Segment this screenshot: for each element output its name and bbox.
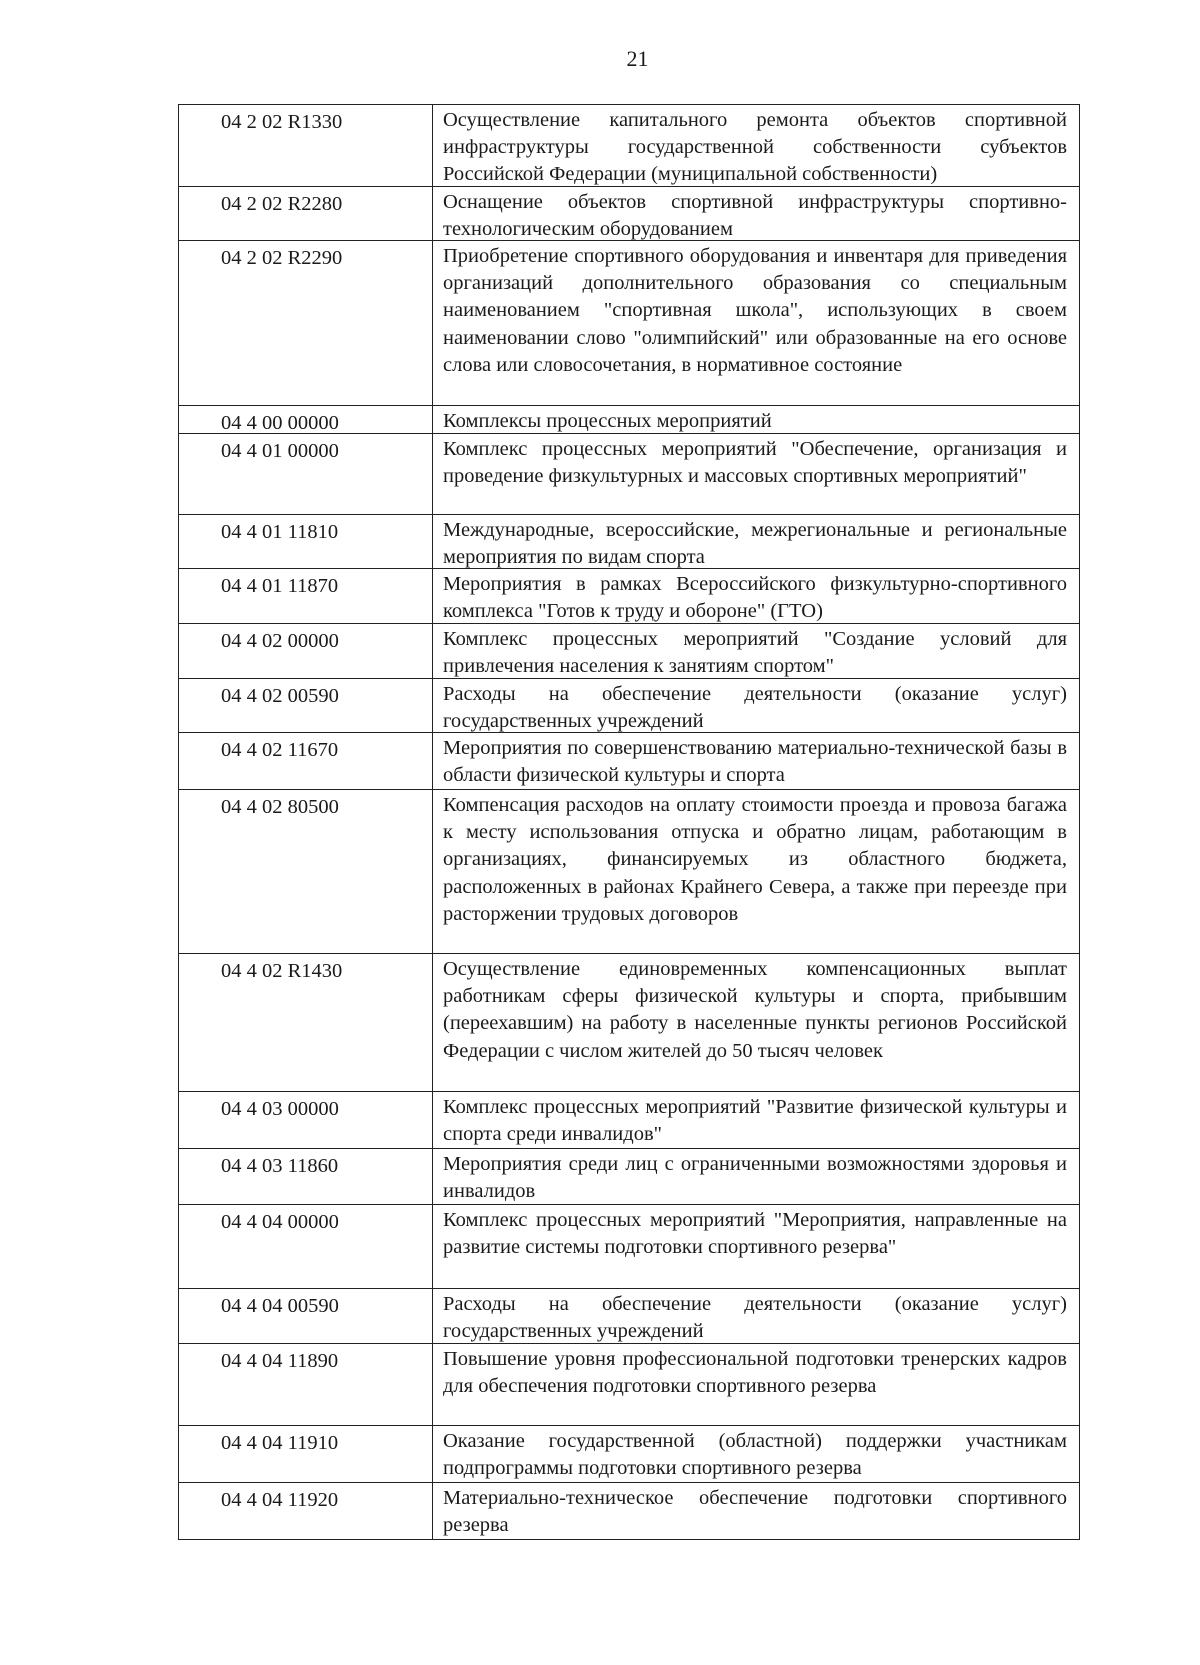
table-row [179, 790, 1079, 954]
table-row [179, 241, 1079, 406]
row-code: 04 4 01 11810 [179, 515, 433, 568]
table-row [179, 733, 1079, 790]
table-row [179, 954, 1079, 1092]
table-row [179, 1344, 1079, 1426]
row-description: Комплекс процессных мероприятий "Мероприятия, направленные на развитие системы подготовки спортивного резерва" [443, 1209, 1067, 1259]
row-code: 04 4 03 00000 [179, 1092, 433, 1148]
row-code: 04 4 00 00000 [179, 406, 433, 433]
row-code: 04 4 02 80500 [179, 790, 433, 953]
row-code: 04 4 04 00590 [179, 1289, 433, 1343]
table-row [179, 624, 1079, 679]
row-code: 04 4 04 00000 [179, 1205, 433, 1288]
row-description: Международные, всероссийские, межрегиональные и региональные мероприятия по видам спорта [443, 519, 1067, 569]
table-row [179, 406, 1079, 434]
table-row [179, 434, 1079, 515]
table-row [179, 1426, 1079, 1483]
row-description: Оказание государственной (областной) поддержки участникам подпрограммы подготовки спортивного резерва [443, 1430, 1067, 1480]
table-row [179, 1483, 1079, 1540]
row-description: Повышение уровня профессиональной подготовки тренерских кадров для обеспечения подготовки спортивного резерва [443, 1348, 1067, 1398]
row-code: 04 4 01 00000 [179, 434, 433, 514]
row-description: Оснащение объектов спортивной инфраструктуры спортивно-технологическим оборудованием [443, 191, 1067, 241]
row-code: 04 4 04 11920 [179, 1483, 433, 1539]
row-description: Комплекс процессных мероприятий "Создание условий для привлечения населения к занятиям спортом" [443, 628, 1067, 678]
row-code: 04 4 04 11910 [179, 1426, 433, 1482]
row-code: 04 2 02 R2280 [179, 187, 433, 240]
row-description: Расходы на обеспечение деятельности (оказание услуг) государственных учреждений [443, 683, 1067, 733]
row-description: Осуществление капитального ремонта объектов спортивной инфраструктуры государственной собственности субъектов Российской Федерации (муниципальной собственности) [443, 109, 1067, 186]
row-description: Мероприятия по совершенствованию материально-технической базы в области физической культуры и спорта [443, 737, 1067, 787]
row-description: Материально-техническое обеспечение подготовки спортивного резерва [443, 1487, 1067, 1537]
table-row [179, 1205, 1079, 1289]
row-description: Комплексы процессных мероприятий [443, 410, 772, 432]
row-code: 04 4 02 R1430 [179, 954, 433, 1091]
row-description: Расходы на обеспечение деятельности (оказание услуг) государственных учреждений [443, 1293, 1067, 1343]
row-description: Приобретение спортивного оборудования и инвентаря для приведения организаций дополнительного образования со специальным наименованием "спортивная школа", использующих в своем наименовании слово "олимпийский" или образованные на его основе слова или словосочетания, в нормативное состояние [443, 245, 1067, 376]
row-code: 04 4 02 11670 [179, 733, 433, 789]
table-row [179, 1289, 1079, 1344]
row-description: Компенсация расходов на оплату стоимости проезда и провоза багажа к месту использования отпуска и обратно лицам, работающим в организациях, финансируемых из областного бюджета, расположенных в районах Крайнего Севера, а также при переезде при расторжении трудовых договоров [443, 794, 1067, 925]
row-code: 04 4 03 11860 [179, 1149, 433, 1204]
budget-code-table [178, 104, 1080, 1540]
table-row [179, 105, 1079, 187]
row-description: Мероприятия среди лиц с ограниченными возможностями здоровья и инвалидов [443, 1153, 1067, 1203]
table-row [179, 187, 1079, 241]
table-row [179, 1149, 1079, 1205]
table-row [179, 679, 1079, 733]
page-number: 21 [626, 46, 649, 71]
table-row [179, 1092, 1079, 1149]
row-code: 04 4 01 11870 [179, 569, 433, 623]
row-description: Комплекс процессных мероприятий "Развитие физической культуры и спорта среди инвалидов" [443, 1096, 1067, 1146]
row-code: 04 2 02 R2290 [179, 241, 433, 405]
row-code: 04 4 02 00000 [179, 624, 433, 678]
row-code: 04 2 02 R1330 [179, 105, 433, 186]
row-code: 04 4 04 11890 [179, 1344, 433, 1425]
table-row [179, 569, 1079, 624]
row-description: Комплекс процессных мероприятий "Обеспечение, организация и проведение физкультурных и массовых спортивных мероприятий" [443, 438, 1067, 488]
row-code: 04 4 02 00590 [179, 679, 433, 732]
row-description: Мероприятия в рамках Всероссийского физкультурно-спортивного комплекса "Готов к труду и обороне" (ГТО) [443, 573, 1067, 623]
row-description: Осуществление единовременных компенсационных выплат работникам сферы физической культуры и спорта, прибывшим (переехавшим) на работу в населенные пункты регионов Российской Федерации с числом жителей до 50 тысяч человек [443, 958, 1067, 1062]
table-row [179, 515, 1079, 569]
